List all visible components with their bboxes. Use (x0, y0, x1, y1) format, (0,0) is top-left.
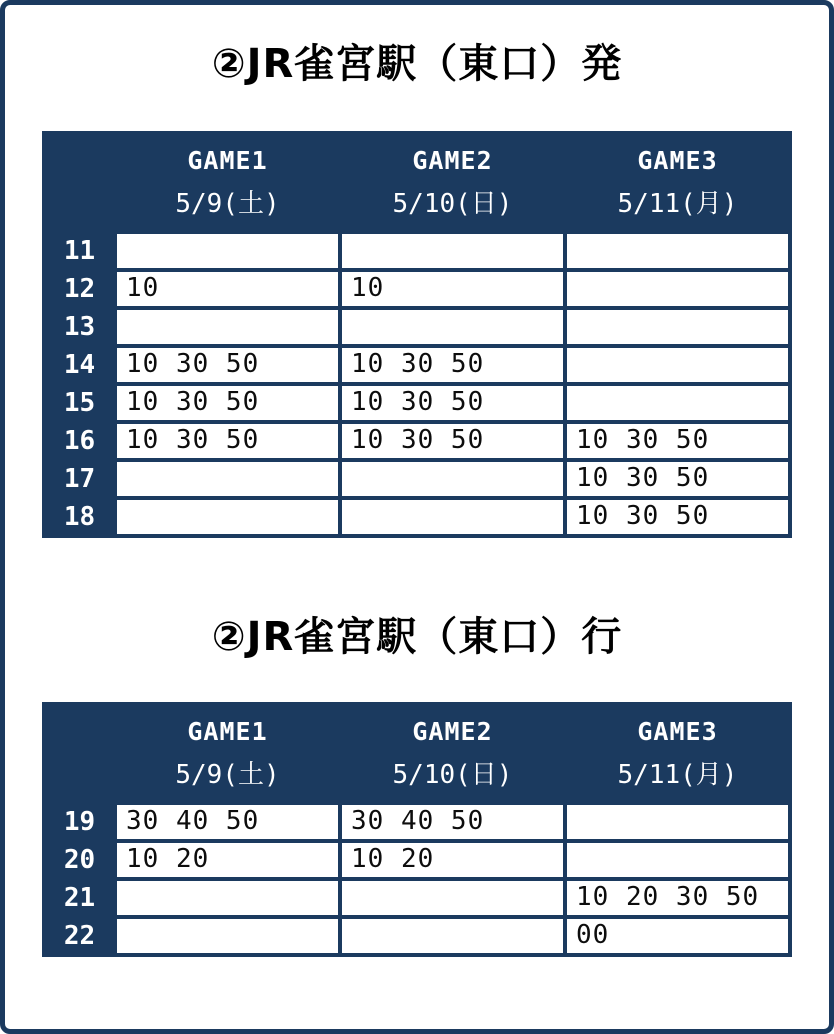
date-header-row (44, 752, 790, 803)
corner-cell (44, 752, 115, 803)
corner-cell (44, 181, 115, 232)
table-row (44, 879, 790, 917)
corner-cell (44, 133, 115, 181)
date-header-sun: 5/10(日) (340, 752, 565, 803)
time-cell (565, 270, 790, 308)
hour-label: 13 (44, 308, 115, 346)
date-header-sun: 5/10(日) (340, 181, 565, 232)
hour-label: 21 (44, 879, 115, 917)
time-cell (115, 917, 340, 955)
table-row (44, 384, 790, 422)
hour-label: 19 (44, 803, 115, 841)
departures-table-header (44, 133, 790, 232)
time-cell (340, 917, 565, 955)
table-row (44, 460, 790, 498)
time-cell: 10 20 (115, 841, 340, 879)
time-cell (340, 498, 565, 536)
date-header-mon: 5/11(月) (565, 752, 790, 803)
time-cell: 00 (565, 917, 790, 955)
hour-label: 18 (44, 498, 115, 536)
column-header-game3: GAME3 (565, 133, 790, 181)
time-cell (340, 232, 565, 270)
table-row (44, 346, 790, 384)
time-cell (340, 460, 565, 498)
time-cell: 10 30 50 (115, 422, 340, 460)
section-arrivals (5, 612, 829, 957)
table-row (44, 803, 790, 841)
hour-label: 12 (44, 270, 115, 308)
time-cell (340, 879, 565, 917)
hour-label: 14 (44, 346, 115, 384)
arrivals-title: ②JR雀宮駅（東口）行 (211, 614, 623, 660)
column-header-game2: GAME2 (340, 704, 565, 752)
time-cell (565, 803, 790, 841)
time-cell: 10 20 30 50 (565, 879, 790, 917)
column-header-game3: GAME3 (565, 704, 790, 752)
time-cell: 10 30 50 (340, 384, 565, 422)
time-cell (565, 346, 790, 384)
column-header-game1: GAME1 (115, 704, 340, 752)
time-cell: 10 30 50 (565, 460, 790, 498)
time-cell (565, 841, 790, 879)
time-cell (115, 232, 340, 270)
time-cell: 30 40 50 (115, 803, 340, 841)
table-row (44, 917, 790, 955)
hour-label: 22 (44, 917, 115, 955)
time-cell: 10 20 (340, 841, 565, 879)
table-row (44, 270, 790, 308)
hour-label: 16 (44, 422, 115, 460)
time-cell (565, 232, 790, 270)
time-cell (565, 384, 790, 422)
time-cell (115, 879, 340, 917)
game-header-row (44, 704, 790, 752)
table-row (44, 308, 790, 346)
hour-label: 11 (44, 232, 115, 270)
corner-cell (44, 704, 115, 752)
time-cell: 10 30 50 (115, 384, 340, 422)
table-row (44, 422, 790, 460)
time-cell: 10 (115, 270, 340, 308)
date-header-sat: 5/9(土) (115, 181, 340, 232)
date-header-sat: 5/9(土) (115, 752, 340, 803)
arrivals-table-header (44, 704, 790, 803)
time-cell: 10 30 50 (565, 498, 790, 536)
time-cell: 30 40 50 (340, 803, 565, 841)
departures-table-body (44, 232, 790, 536)
time-cell (115, 308, 340, 346)
arrivals-timetable (42, 702, 792, 957)
time-cell (565, 308, 790, 346)
column-header-game1: GAME1 (115, 133, 340, 181)
date-header-row (44, 181, 790, 232)
time-cell: 10 (340, 270, 565, 308)
game-header-row (44, 133, 790, 181)
departures-title: ②JR雀宮駅（東口）発 (211, 41, 623, 87)
hour-label: 15 (44, 384, 115, 422)
time-cell: 10 30 50 (340, 422, 565, 460)
hour-label: 20 (44, 841, 115, 879)
section-departures (5, 39, 829, 538)
column-header-game2: GAME2 (340, 133, 565, 181)
time-cell: 10 30 50 (340, 346, 565, 384)
arrivals-table-body (44, 803, 790, 955)
time-cell (340, 308, 565, 346)
date-header-mon: 5/11(月) (565, 181, 790, 232)
departures-timetable (42, 131, 792, 538)
table-row (44, 841, 790, 879)
hour-label: 17 (44, 460, 115, 498)
time-cell (115, 498, 340, 536)
table-row (44, 498, 790, 536)
time-cell (115, 460, 340, 498)
time-cell: 10 30 50 (115, 346, 340, 384)
table-row (44, 232, 790, 270)
time-cell: 10 30 50 (565, 422, 790, 460)
